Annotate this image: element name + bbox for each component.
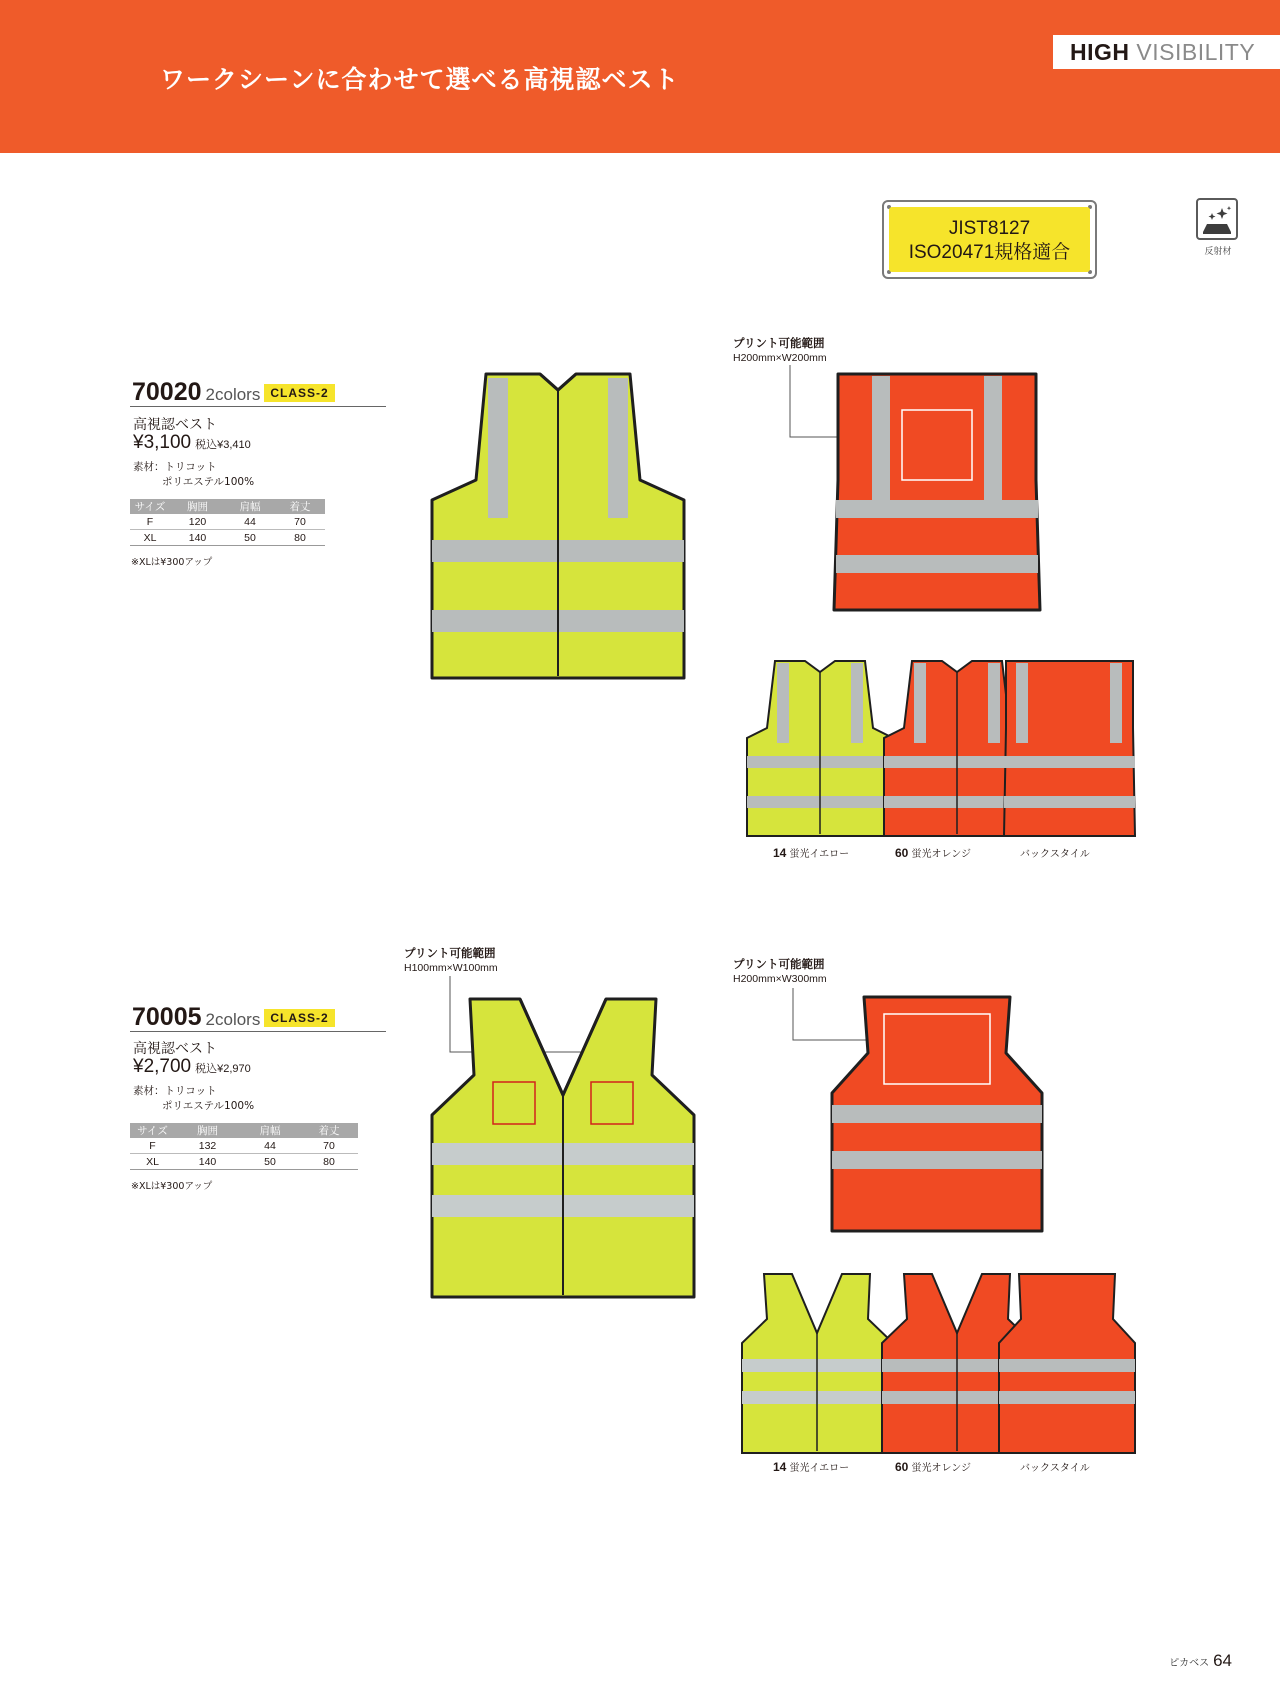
size-table	[130, 1123, 358, 1170]
material-value: ポリエステル100%	[162, 476, 255, 488]
category-tag-bold: HIGH	[1070, 39, 1130, 65]
vest-70005-yellow-thumb	[740, 1271, 895, 1456]
class-badge: CLASS-2	[264, 384, 334, 402]
size-header: サイズ	[130, 1123, 175, 1138]
size-header: 着丈	[275, 499, 325, 514]
price	[133, 432, 251, 454]
table-cell: 44	[225, 514, 275, 530]
class-badge: CLASS-2	[264, 1009, 334, 1027]
table-row	[130, 530, 325, 546]
print-area-label: プリント可能範囲	[733, 336, 825, 350]
price	[133, 1056, 251, 1078]
material-label: 素材：トリコット	[133, 461, 217, 473]
vest-70005-back	[830, 993, 1045, 1243]
vest-70005-front	[428, 995, 698, 1305]
table-cell: F	[130, 514, 170, 530]
print-area-dims: H200mm×W200mm	[733, 352, 827, 364]
caption-yellow	[773, 845, 849, 860]
caption-yellow	[773, 1459, 849, 1474]
print-area-dims: H200mm×W300mm	[733, 973, 827, 985]
material-label: 素材：トリコット	[133, 1085, 217, 1097]
vest-70020-yellow-thumb	[745, 658, 895, 838]
reflective-label: 反射材	[1204, 247, 1232, 257]
caption-code: 14	[773, 846, 787, 860]
standard-jis: JIST8127	[948, 218, 1031, 239]
size-note: ※XLは¥300アップ	[131, 1181, 213, 1192]
size-header: サイズ	[130, 499, 170, 514]
caption-color: 蛍光オレンジ	[911, 849, 972, 860]
table-cell: F	[130, 1138, 175, 1154]
table-cell: 70	[275, 514, 325, 530]
caption-back: バックスタイル	[1020, 1463, 1090, 1474]
size-header: 胸囲	[175, 1123, 240, 1138]
table-cell: 140	[170, 530, 225, 546]
table-cell: 80	[300, 1154, 358, 1170]
table-cell: 140	[175, 1154, 240, 1170]
vest-70020-back	[832, 370, 1042, 615]
footer	[1169, 1651, 1232, 1671]
table-cell: 50	[225, 530, 275, 546]
vest-70020-front	[428, 370, 688, 680]
page-title: ワークシーンに合わせて選べる高視認ベスト	[160, 65, 680, 94]
vest-70005-back-thumb	[997, 1271, 1137, 1456]
product-name: 高視認ベスト	[133, 1041, 217, 1057]
standard-iso: ISO20471規格適合	[908, 242, 1071, 263]
caption-color: 蛍光イエロー	[789, 849, 850, 860]
model-number: 70005	[132, 1003, 202, 1031]
price-tax: 税込¥3,410	[195, 439, 251, 451]
table-cell: 50	[240, 1154, 300, 1170]
caption-back: バックスタイル	[1020, 849, 1090, 860]
print-area-dims: H100mm×W100mm	[404, 962, 498, 974]
size-header: 胸囲	[170, 499, 225, 514]
category-tag	[1053, 35, 1280, 69]
price-value: ¥2,700	[133, 1056, 192, 1077]
standard-badge	[882, 200, 1097, 279]
divider	[130, 406, 386, 407]
size-header: 肩幅	[240, 1123, 300, 1138]
size-header: 着丈	[300, 1123, 358, 1138]
table-cell: 44	[240, 1138, 300, 1154]
print-area-label: プリント可能範囲	[733, 957, 825, 971]
color-count: 2colors	[205, 385, 261, 404]
table-cell: 120	[170, 514, 225, 530]
price-value: ¥3,100	[133, 432, 192, 453]
table-cell: 132	[175, 1138, 240, 1154]
category-tag-light: VISIBILITY	[1136, 39, 1256, 65]
material-value: ポリエステル100%	[162, 1100, 255, 1112]
table-row	[130, 1138, 358, 1154]
reflective-material-icon	[1196, 198, 1238, 240]
caption-orange	[895, 1459, 971, 1474]
caption-color: 蛍光オレンジ	[911, 1463, 972, 1474]
standard-badge-plate	[889, 207, 1090, 272]
model-number: 70020	[132, 378, 202, 406]
caption-color: 蛍光イエロー	[789, 1463, 850, 1474]
table-row	[130, 514, 325, 530]
table-cell: 70	[300, 1138, 358, 1154]
size-header: 肩幅	[225, 499, 275, 514]
caption-code: 14	[773, 1460, 787, 1474]
print-area-label: プリント可能範囲	[404, 946, 496, 960]
product-model-line	[132, 378, 335, 407]
color-count: 2colors	[205, 1010, 261, 1029]
price-tax: 税込¥2,970	[195, 1063, 251, 1075]
table-cell: XL	[130, 1154, 175, 1170]
reflective-icon-graphic	[1198, 200, 1236, 238]
page-number: 64	[1213, 1651, 1232, 1670]
vest-70020-back-thumb	[1002, 658, 1137, 838]
divider	[130, 1031, 386, 1032]
table-cell: XL	[130, 530, 170, 546]
caption-code: 60	[895, 1460, 909, 1474]
table-cell: 80	[275, 530, 325, 546]
footer-brand: ピカベス	[1169, 1658, 1210, 1669]
product-name: 高視認ベスト	[133, 417, 217, 433]
product-model-line	[132, 1003, 335, 1032]
size-table	[130, 499, 325, 546]
caption-orange	[895, 845, 971, 860]
caption-code: 60	[895, 846, 909, 860]
table-row	[130, 1154, 358, 1170]
size-note: ※XLは¥300アップ	[131, 557, 213, 568]
